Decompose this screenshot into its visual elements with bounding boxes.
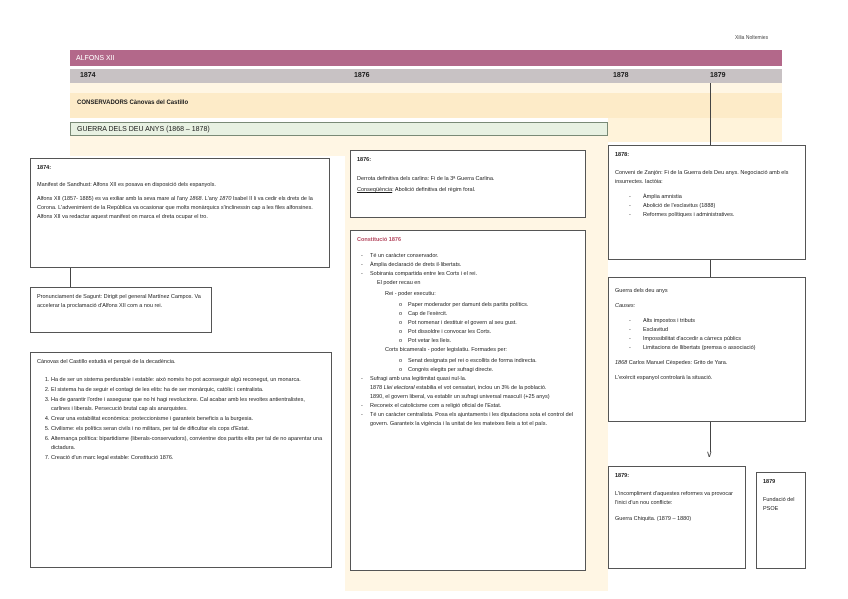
connector-1878-guerra: [710, 260, 711, 277]
box-psoe: [756, 472, 806, 569]
box-guerra: [608, 277, 806, 422]
corts-item: o Senat designats pel rei o escollits de forma indirecta.: [399, 357, 579, 366]
box-psoe-text: Fundació del PSOE: [763, 497, 795, 512]
conservadors-top-band: [70, 83, 782, 93]
connector-1879: [710, 83, 711, 145]
corts-item: o Congrés elegits per sufragi directe.: [399, 366, 579, 375]
box-1876-consequencia: Conseqüència: Abolició definitiva del règim foral.: [357, 187, 476, 193]
box-1879: [608, 466, 746, 569]
year-1878: 1878: [613, 72, 629, 79]
guerra-causes-list: [629, 317, 799, 353]
years-band: [70, 69, 782, 83]
box-1874-text: Alfons XII (1857- 1885) es va exiliar amb la seva mare al l'any 1868. L'any 1870 Isabel II li va cedir els drets de la Corona. L'advenimient de la República va ocasionar que molts monàrquics s'inclinessin cap a les files alfonsines. Alfons XII va redactar aquest manifest on marca el dreta ocupar el tro.: [37, 196, 313, 220]
box-1879-title: 1879:: [615, 473, 630, 479]
conservadors-band: [70, 93, 782, 118]
box-1878-zanjon: Conveni de Zanjón: Fi de la Guerra dels Deu anys. Negociació amb els insurrectes. Iactòia:: [615, 170, 789, 185]
box-1874: [30, 158, 330, 268]
rei-list: [399, 301, 579, 346]
rei-item: o Paper moderador per damunt dels partits polítics.: [399, 301, 579, 310]
connector-guerra-1879: [710, 422, 711, 452]
canovas-item: 1. Ha de ser un sistema perdurable i estable: això només ho pot aconseguir algú reconegut, un monarca.: [51, 376, 325, 385]
box-1876-title: 1876:: [357, 157, 372, 163]
canovas-item: 3. Ha de garantir l'ordre i assegurar que no hi hagi revolucions. Cal acabar amb les revoltes antientralistes, carlines i liberals. Persecució brutal cap als anarquistes.: [51, 396, 325, 414]
rei-item: o Cap de l'exèrcit.: [399, 310, 579, 319]
war-band-extension: [608, 118, 782, 142]
guerra-exercit: L'exèrcit espanyol controlarà la situació.: [615, 375, 713, 381]
box-1878-list: [629, 193, 799, 220]
constitucio-poder: El poder recau en: [377, 280, 421, 286]
guerra-cause: - Impossibilitat d'accedir a càrrecs públics: [629, 335, 799, 344]
box-1876-derrota: Derrota definitiva dels carlins: Fi de la 3ª Guerra Carlina.: [357, 176, 495, 182]
conservadors-label: CONSERVADORS Cànovas del Castillo: [77, 100, 189, 106]
box-constitucio: [350, 230, 586, 571]
year-1874: 1874: [80, 72, 96, 79]
constitucio-item: - Àmplia declaració de drets il·libertats.: [361, 261, 579, 270]
guerra-label: GUERRA DELS DEU ANYS (1868 – 1878): [77, 126, 210, 133]
box-1878-item: - Reformes polítiques i administratives.: [629, 211, 799, 220]
constitucio-item: - Reconeix el catolicisme com a religió oficial de l'Estat.: [361, 402, 579, 411]
canovas-intro: Cànovas del Castillo estudià el perquè de la decadència.: [37, 359, 176, 365]
arrow-down-icon: ∨: [706, 449, 713, 459]
rei-item: o Pot vetar les lleis.: [399, 337, 579, 346]
constitucio-item: - Sobirania compartida entre les Corts i el rei.: [361, 270, 579, 279]
constitucio-rei: Rei - poder executiu:: [385, 291, 436, 297]
corts-list: [399, 357, 579, 375]
rei-item: o Pot dissoldre i convocar les Corts.: [399, 328, 579, 337]
canovas-item: 5. Civilisme: els polítics seran civils i no militars, per tal de dificultar els cops d'Estat.: [51, 425, 325, 434]
guerra-yara: 1868 Carlos Manuel Cèspedes: Grito de Yara.: [615, 360, 728, 366]
sagunt-text: Pronunciament de Sagunt: Dirigit pel general Martínez Campos. Va accelerar la proclamació d'Alfons XII com a nou rei.: [37, 294, 201, 309]
title-band-label: ALFONS XII: [76, 55, 115, 62]
box-psoe-title: 1879: [763, 479, 776, 485]
canovas-item: 6. Alternança política: bipartidisme (liberals-conservadors), convientne dos partits elits per tal de no aparentar una dictadura.: [51, 435, 325, 453]
box-1878-item: - Abolició de l'esclavitus (1888): [629, 202, 799, 211]
box-sagunt: [30, 287, 212, 333]
box-1879-text: L'incompliment d'aquestes reformes va provocar l'inici d'un nou conflicte:: [615, 491, 733, 506]
box-1874-manifest: Manifest de Sandhust: Alfons XII es posava en disposició dels espanyols.: [37, 182, 216, 188]
constitucio-corts: Corts bicamerals - poder legislatiu. Formades per:: [385, 347, 507, 353]
box-1876: [350, 150, 586, 218]
constitucio-item: - Sufragi amb una legitimitat quasi nul·la. 1878 Llei electoral estabilia el vot censatari, inclou un 3% de la població. 1890, el govern liberal, va establir un sufragi universal masculí (+25 anys): [361, 375, 579, 402]
constitucio-list: [361, 252, 579, 279]
guerra-title: Guerra dels deu anys: [615, 288, 668, 294]
year-1879: 1879: [710, 72, 726, 79]
box-1879-guerra-chiquita: Guerra Chiquita. (1879 – 1880): [615, 516, 692, 522]
constitucio-list-2: [361, 375, 579, 429]
box-1878: [608, 145, 806, 260]
guerra-causes-label: Causes:: [615, 303, 636, 309]
guerra-cause: - Alts impostos i tributs: [629, 317, 799, 326]
guerra-cause: - Esclavitud: [629, 326, 799, 335]
connector-1874-sagunt: [70, 268, 71, 287]
year-1876: 1876: [354, 72, 370, 79]
canovas-item: 2. El sistema ha de seguir el contagi de les elits: ha de ser monàrquic, catòlic i centralista.: [51, 386, 325, 395]
author-name: Xilia Noltemies: [735, 35, 769, 41]
constitucio-title: Constitució 1876: [357, 237, 402, 243]
constitucio-item: - Té un caràcter conservador.: [361, 252, 579, 261]
box-1874-title: 1874:: [37, 165, 52, 171]
guerra-deu-anys-bar: [70, 122, 608, 136]
rei-item: o Pot nomenar i destituir el govern al seu gust.: [399, 319, 579, 328]
canovas-item: 4. Crear una estabilitat econòmica: proteccionisme i garanteix beneficis a la burgesia.: [51, 415, 325, 424]
title-band: [70, 50, 782, 66]
box-1878-title: 1878:: [615, 152, 630, 158]
guerra-cause: - Limitacions de llibertats (premsa o associació): [629, 344, 799, 353]
constitucio-item: - Té un caràcter centralista. Posa els ajuntaments i les diputacions sota el control del govern. Garanteix la vigència i la unitat de les mateixes lleis a tot el país.: [361, 411, 579, 429]
canovas-list: [51, 376, 325, 463]
box-canovas: [30, 352, 332, 568]
canovas-item: 7. Creació d'un marc legal estable: Constitució 1876.: [51, 454, 325, 463]
box-1878-item: - Àmplia amnistia: [629, 193, 799, 202]
